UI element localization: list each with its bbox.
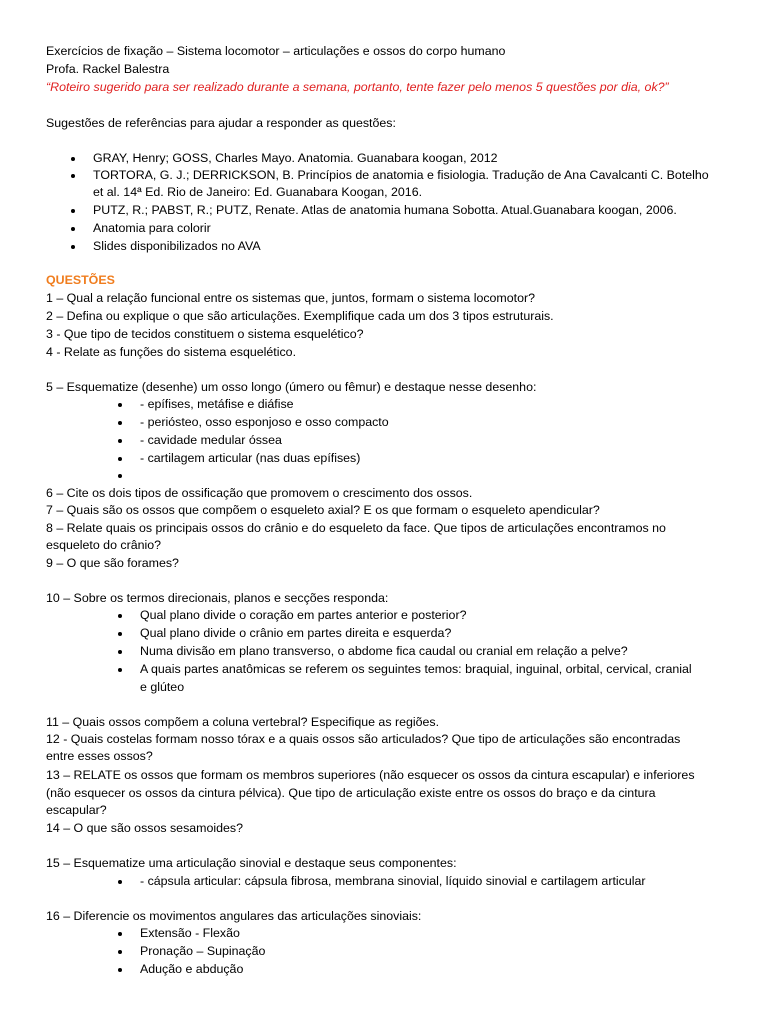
suggestion-note: “Roteiro sugerido para ser realizado durante a semana, portanto, tente fazer pelo menos 5 questões por dia, ok?”	[46, 80, 669, 94]
bullet-icon	[118, 880, 122, 884]
question-6: 6 – Cite os dois tipos de ossificação que promovem o crescimento dos ossos.	[46, 486, 473, 500]
bullet-icon	[118, 403, 122, 407]
sub-item: - epífises, metáfise e diáfise	[140, 397, 294, 411]
sub-item: - cavidade medular óssea	[140, 433, 282, 447]
document-title: Exercícios de fixação – Sistema locomotor – articulações e ossos do corpo humano	[46, 44, 506, 58]
sub-item: Pronação – Supinação	[140, 944, 266, 958]
question-10: 10 – Sobre os termos direcionais, planos e secções responda:	[46, 591, 389, 605]
question-3: 3 - Que tipo de tecidos constituem o sistema esquelético?	[46, 327, 364, 341]
bullet-icon	[71, 157, 75, 161]
bullet-icon	[118, 439, 122, 443]
sub-item: - periósteo, osso esponjoso e osso compacto	[140, 415, 389, 429]
question-4: 4 - Relate as funções do sistema esquelético.	[46, 345, 297, 359]
question-11: 11 – Quais ossos compõem a coluna vertebral? Especifique as regiões.	[46, 715, 440, 729]
sub-item: Qual plano divide o coração em partes anterior e posterior?	[140, 608, 467, 622]
sub-item: Adução e abdução	[140, 962, 244, 976]
question-1: 1 – Qual a relação funcional entre os sistemas que, juntos, formam o sistema locomotor?	[46, 291, 535, 305]
question-13-continued: escapular?	[46, 803, 107, 817]
reference-item: Anatomia para colorir	[93, 221, 211, 235]
sub-item: - cápsula articular: cápsula fibrosa, membrana sinovial, líquido sinovial e cartilagem articular	[140, 874, 646, 888]
question-9: 9 – O que são forames?	[46, 556, 179, 570]
reference-item: TORTORA, G. J.; DERRICKSON, B. Princípios de anatomia e fisiologia. Tradução de Ana Cavalcanti C. Botelho	[93, 168, 709, 182]
question-12: 12 - Quais costelas formam nosso tórax e a quais ossos são articulados? Que tipo de articulações são encontradas	[46, 732, 681, 746]
bullet-icon	[118, 932, 122, 936]
question-13-continued: (não esquecer os ossos da cintura pélvica). Que tipo de articulação existe entre os ossos do braço e da cintura	[46, 786, 656, 800]
question-8-continued: esqueleto do crânio?	[46, 538, 162, 552]
sub-item-continued: e glúteo	[140, 680, 185, 694]
bullet-icon	[118, 457, 122, 461]
question-13: 13 – RELATE os ossos que formam os membros superiores (não esquecer os ossos da cintura escapular) e inferiores	[46, 768, 695, 782]
reference-item: GRAY, Henry; GOSS, Charles Mayo. Anatomia. Guanabara koogan, 2012	[93, 151, 498, 165]
bullet-icon	[71, 209, 75, 213]
question-2: 2 – Defina ou explique o que são articulações. Exemplifique cada um dos 3 tipos estruturais.	[46, 309, 554, 323]
teacher-name: Profa. Rackel Balestra	[46, 62, 170, 76]
question-5: 5 – Esquematize (desenhe) um osso longo (úmero ou fêmur) e destaque nesse desenho:	[46, 380, 537, 394]
bullet-icon	[118, 968, 122, 972]
questions-heading: QUESTÕES	[46, 273, 115, 287]
references-intro: Sugestões de referências para ajudar a responder as questões:	[46, 116, 396, 130]
sub-item: A quais partes anatômicas se referem os seguintes temos: braquial, inguinal, orbital, cervical, cranial	[140, 662, 692, 676]
bullet-icon	[118, 650, 122, 654]
bullet-icon	[118, 950, 122, 954]
sub-item: - cartilagem articular (nas duas epífises)	[140, 451, 361, 465]
sub-item: Qual plano divide o crânio em partes direita e esquerda?	[140, 626, 452, 640]
sub-item: Numa divisão em plano transverso, o abdome fica caudal ou cranial em relação a pelve?	[140, 644, 628, 658]
bullet-icon	[118, 668, 122, 672]
reference-item-continued: et al. 14ª Ed. Rio de Janeiro: Ed. Guanabara Koogan, 2016.	[93, 185, 423, 199]
question-15: 15 – Esquematize uma articulação sinovial e destaque seus componentes:	[46, 856, 457, 870]
bullet-icon	[71, 227, 75, 231]
bullet-icon	[118, 421, 122, 425]
bullet-icon	[71, 174, 75, 178]
question-7: 7 – Quais são os ossos que compõem o esqueleto axial? E os que formam o esqueleto apendicular?	[46, 503, 600, 517]
question-8: 8 – Relate quais os principais ossos do crânio e do esqueleto da face. Que tipos de articulações encontramos no	[46, 521, 666, 535]
bullet-icon	[71, 245, 75, 249]
question-14: 14 – O que são ossos sesamoides?	[46, 821, 243, 835]
bullet-icon	[118, 474, 122, 478]
question-12-continued: entre esses ossos?	[46, 749, 153, 763]
bullet-icon	[118, 632, 122, 636]
bullet-icon	[118, 614, 122, 618]
reference-item: PUTZ, R.; PABST, R.; PUTZ, Renate. Atlas de anatomia humana Sobotta. Atual.Guanabara koogan, 2006.	[93, 203, 677, 217]
question-16: 16 – Diferencie os movimentos angulares das articulações sinoviais:	[46, 909, 422, 923]
reference-item: Slides disponibilizados no AVA	[93, 239, 261, 253]
sub-item: Extensão - Flexão	[140, 926, 240, 940]
